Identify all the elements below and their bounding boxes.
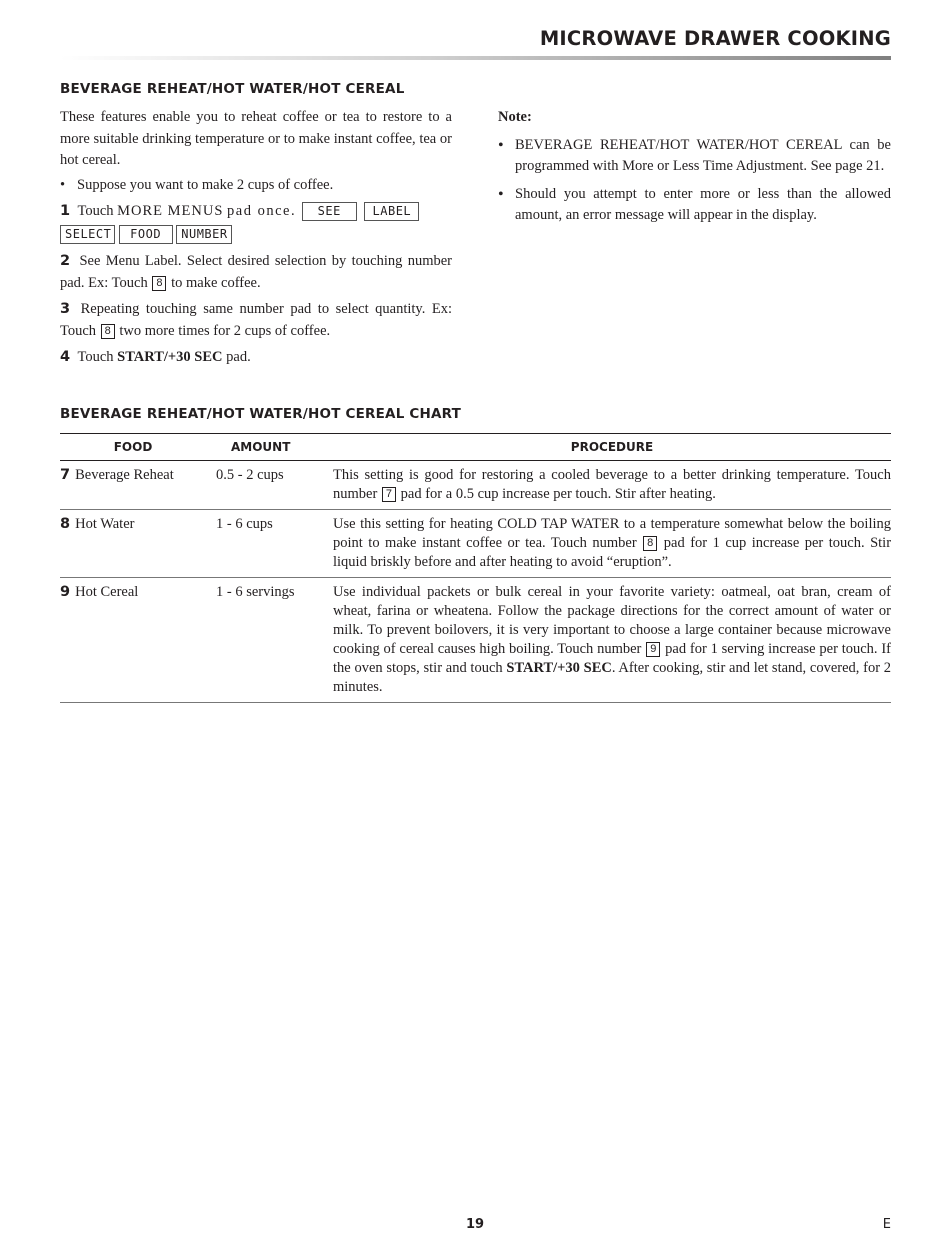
start-pad-label: START/+30 SEC	[506, 660, 612, 676]
food-name: Hot Water	[75, 516, 135, 532]
display-number: NUMBER	[176, 225, 232, 244]
procedure-cell	[333, 578, 891, 703]
row-number: 7	[60, 467, 71, 483]
display-select: SELECT	[60, 225, 115, 244]
table-header-row	[60, 434, 891, 461]
food-cell	[60, 578, 216, 703]
step-1-post: pad once.	[227, 203, 297, 219]
step-2-pre: See Menu Label. Select desired selection by touching number pad. Ex: Touch	[60, 253, 452, 291]
note-list	[498, 135, 891, 227]
procedure-cell	[333, 510, 891, 578]
display-label: LABEL	[364, 202, 419, 221]
example-bullet	[60, 175, 452, 197]
table-row	[60, 578, 891, 703]
step-number: 1	[60, 203, 71, 219]
note-column	[498, 107, 891, 233]
note-item	[498, 184, 891, 227]
note-text: BEVERAGE REHEAT/HOT WATER/HOT CEREAL can be programmed with More or Less Time Adjustment. See page 21.	[515, 136, 891, 174]
step-4-post: pad.	[226, 349, 251, 365]
food-name: Beverage Reheat	[75, 467, 174, 483]
step-number: 2	[60, 253, 71, 269]
step-1-pre: Touch	[77, 203, 114, 219]
page-header	[60, 26, 891, 60]
bullet-dot: •	[60, 176, 66, 193]
step-3-post: two more times for 2 cups of coffee.	[119, 322, 331, 339]
food-cell	[60, 510, 216, 578]
step-2	[60, 251, 452, 294]
table-row	[60, 461, 891, 510]
header-procedure: PROCEDURE	[333, 434, 891, 461]
number-8-key: 8	[643, 536, 657, 551]
row-number: 9	[60, 584, 71, 600]
amount-cell: 1 - 6 cups	[216, 510, 333, 578]
display-food: FOOD	[119, 225, 173, 244]
header-food: FOOD	[60, 434, 216, 461]
number-8-key: 8	[101, 324, 115, 339]
procedure-text: Use this setting for heating COLD TAP WATER to a temperature somewhat below the boiling point to make instant coffee or tea. Touch number	[333, 516, 891, 551]
header-rule	[60, 56, 891, 60]
procedure-text: . After cooking, stir and let stand, covered, for 2 minutes.	[333, 660, 892, 695]
display-see: SEE	[302, 202, 357, 221]
bullet-dot: •	[498, 185, 504, 203]
procedure-text: This setting is good for restoring a cooled beverage to a better drinking temperature. Touch number	[333, 467, 891, 502]
section-title-chart: BEVERAGE REHEAT/HOT WATER/HOT CEREAL CHART	[60, 406, 462, 422]
page-number: 19	[465, 1217, 485, 1232]
step-number: 3	[60, 301, 71, 317]
procedure-text: pad for 1 serving increase per touch. If the oven stops, stir and touch	[333, 641, 892, 676]
procedure-text: pad for a 0.5 cup increase per touch. Stir after heating.	[400, 486, 716, 502]
start-pad-label: START/+30 SEC	[117, 349, 223, 365]
step-4-pre: Touch	[77, 349, 114, 365]
amount-cell: 1 - 6 servings	[216, 578, 333, 703]
food-cell	[60, 461, 216, 510]
header-amount: AMOUNT	[216, 434, 333, 461]
food-name: Hot Cereal	[75, 584, 139, 600]
number-7-key: 7	[382, 487, 396, 502]
step-3	[60, 299, 452, 342]
cooking-chart-table	[60, 433, 891, 703]
step-number: 4	[60, 349, 71, 365]
procedure-text: pad for 1 cup increase per touch. Stir liquid briskly before and after heating to avoid “eruption”.	[333, 535, 892, 570]
instructions-column	[60, 107, 452, 374]
step-3-pre: Repeating touching same number pad to select quantity. Ex: Touch	[60, 301, 452, 339]
section-title-beverage: BEVERAGE REHEAT/HOT WATER/HOT CEREAL	[60, 81, 405, 97]
procedure-text: Use individual packets or bulk cereal in your favorite variety: oatmeal, oat bran, cream of wheat, farina or wheatena. Follow the package directions for the correct amount of water or milk. To prevent boilovers, it is very important to choose a large container because microwave cooking of cereal causes high boiling. Touch number	[333, 584, 891, 657]
row-number: 8	[60, 516, 71, 532]
note-label: Note:	[498, 109, 532, 125]
step-2-post: to make coffee.	[171, 274, 261, 291]
bullet-dot: •	[498, 136, 504, 154]
more-menus-pad-label: MORE MENUS	[117, 203, 224, 219]
table-row	[60, 510, 891, 578]
page-title: MICROWAVE DRAWER COOKING	[539, 27, 891, 50]
intro-paragraph: These features enable you to reheat coffee or tea to restore to a more suitable drinking temperature or to make instant coffee, tea or hot cereal.	[60, 109, 452, 168]
amount-cell: 0.5 - 2 cups	[216, 461, 333, 510]
step-4	[60, 347, 452, 369]
note-item	[498, 135, 891, 178]
note-text: Should you attempt to enter more or less than the allowed amount, an error message will appear in the display.	[515, 185, 891, 223]
example-text: Suppose you want to make 2 cups of coffee.	[77, 176, 334, 193]
number-8-key: 8	[152, 276, 166, 291]
procedure-cell	[333, 461, 891, 510]
number-9-key: 9	[646, 642, 660, 657]
step-1	[60, 200, 452, 246]
language-marker: E	[882, 1217, 891, 1232]
